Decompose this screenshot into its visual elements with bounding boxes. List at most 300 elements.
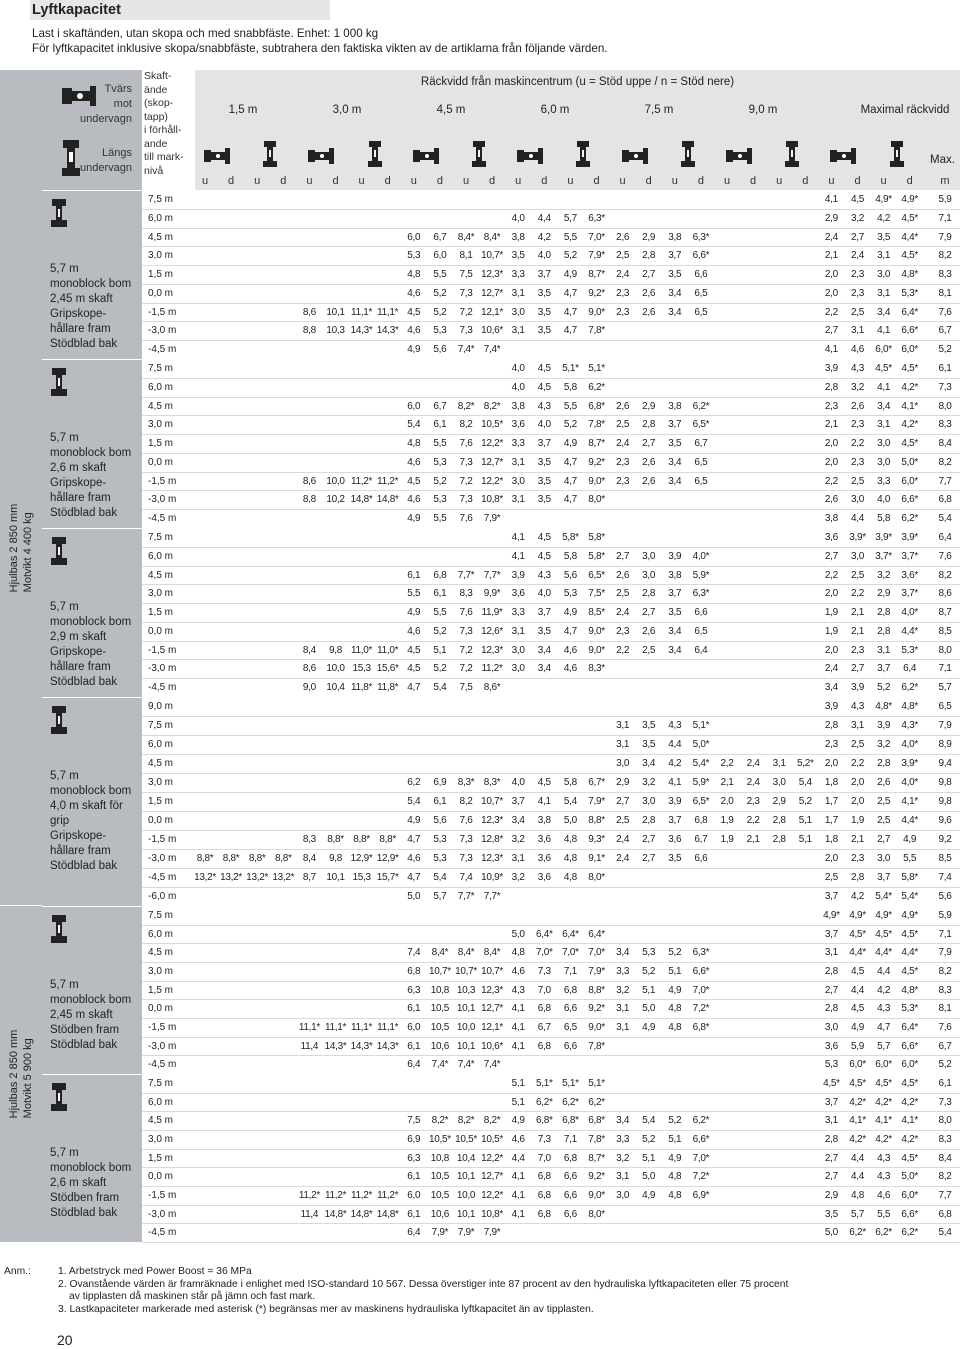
value-cell: 6,2* (692, 400, 710, 412)
value-cell: 5,4 (938, 1227, 952, 1239)
value-cell: 5,0* (901, 1171, 918, 1183)
value-cell: 4,5* (901, 1078, 918, 1089)
value-cell: 8,7* (588, 269, 605, 281)
config-line: hållare fram (50, 492, 111, 504)
value-cell: 2,9 (642, 400, 656, 412)
value-cell: 4,4 (877, 966, 891, 977)
value-cell: 6,6 (563, 1190, 577, 1201)
value-cell: 4,5* (849, 1078, 866, 1089)
value-cell: 3,6 (537, 834, 551, 845)
value-cell: 3,1 (511, 325, 525, 337)
header-shaft-end (144, 70, 192, 178)
value-cell: 5,4* (901, 891, 918, 902)
value-cell: 2,8 (642, 588, 656, 600)
value-cell: 3,7* (901, 550, 918, 562)
height-cell: 4,5 m (148, 758, 174, 769)
value-cell: 9,2 (938, 834, 952, 845)
value-cell: 4,4 (668, 739, 682, 750)
value-cell: 9,8 (938, 796, 952, 807)
value-cell: 6,2* (875, 1227, 892, 1239)
value-cell: 3,8 (824, 513, 838, 525)
value-cell: 4,1* (901, 796, 918, 807)
value-cell: 5,1* (562, 363, 579, 374)
value-cell: 4,2* (901, 381, 918, 393)
value-cell: 4,8 (563, 853, 577, 864)
value-cell: 6,0 (407, 400, 421, 412)
value-cell: 3,8 (668, 231, 682, 243)
value-cell: 4,9 (668, 1152, 682, 1164)
height-cell: -3,0 m (148, 325, 177, 337)
table-row (0, 548, 960, 567)
config-line: Stödblad bak (50, 860, 118, 872)
value-cell: 2,9 (877, 588, 891, 600)
value-cell: 8,8 (302, 494, 316, 506)
table-row (0, 266, 960, 285)
value-cell: 6,7 (694, 438, 708, 450)
value-cell: 6,3* (692, 231, 710, 243)
value-cell: 5,0 (642, 1003, 656, 1015)
value-cell: 3,0 (511, 663, 525, 675)
table-row (0, 869, 960, 888)
value-cell: 9,2* (588, 1003, 605, 1015)
height-cell: 0,0 m (148, 625, 174, 637)
value-cell: 7,2 (459, 306, 473, 318)
value-cell: 5,3 (433, 325, 447, 337)
value-cell: 5,1* (562, 1078, 579, 1089)
value-cell: 3,3 (616, 1134, 630, 1145)
value-cell: 7,3 (459, 287, 473, 299)
value-cell: 5,2 (433, 663, 447, 675)
value-cell: 8,0 (938, 1115, 952, 1127)
value-cell: 3,1 (616, 1003, 630, 1015)
value-cell: 4,8 (407, 269, 421, 281)
value-cell: 5,7 (850, 1208, 864, 1220)
value-cell: 7,0* (536, 947, 553, 959)
value-cell: 8,0 (938, 400, 952, 412)
value-cell: 5,6 (563, 569, 577, 581)
value-cell: 5,2 (798, 796, 812, 807)
section-counterweight-2: Motvikt 5 900 kg (22, 1038, 34, 1119)
value-cell: 3,5 (537, 475, 551, 487)
value-cell: 11,8* (351, 682, 373, 694)
value-cell: 5,5 (563, 231, 577, 243)
value-cell: 10,6* (481, 325, 504, 337)
value-cell: 2,7 (642, 438, 656, 450)
height-cell: 6,0 m (148, 381, 174, 393)
value-cell: 3,2 (616, 1152, 630, 1164)
table-row (0, 831, 960, 850)
value-cell: 7,9* (483, 1227, 501, 1239)
value-cell: 3,0 (877, 456, 891, 468)
value-cell: 5,5 (433, 269, 447, 281)
value-cell: 10,1 (326, 872, 345, 883)
section-wheelbase-1: Hjulbas 2 850 mm (8, 503, 20, 592)
value-cell: 10,0 (326, 663, 345, 675)
value-cell: 4,6 (563, 644, 577, 656)
value-cell: 2,7 (824, 550, 838, 562)
value-cell: 6,0 (407, 231, 421, 243)
excavator-side-icon (725, 146, 755, 166)
value-cell: 12,7* (481, 456, 504, 468)
value-cell: 3,9* (875, 532, 892, 543)
value-cell: 5,3 (433, 456, 447, 468)
config-line: Stödblad bak (50, 1039, 118, 1051)
value-cell: 4,9* (823, 910, 840, 921)
value-cell: 2,2 (720, 758, 734, 769)
value-cell: 4,4 (511, 1152, 525, 1164)
value-cell: 6,3* (692, 947, 710, 959)
table-row (0, 1150, 960, 1169)
value-cell: 8,4 (938, 438, 952, 450)
value-cell: 7,6 (459, 438, 473, 450)
value-cell: 1,9 (824, 625, 838, 637)
reach-header (195, 70, 960, 190)
value-cell: 11,1* (351, 1022, 373, 1033)
ud-label: u (462, 175, 470, 187)
value-cell: 3,9 (824, 363, 838, 374)
value-cell: 5,1 (798, 834, 812, 845)
config-line: grip (50, 815, 70, 827)
value-cell: 3,9* (901, 532, 918, 543)
value-cell: 13,2* (272, 872, 295, 883)
value-cell: 4,1* (849, 1115, 866, 1127)
value-cell: 3,7 (668, 250, 682, 262)
value-cell: 1,7 (824, 796, 838, 807)
value-cell: 2,6 (642, 625, 656, 637)
value-cell: 4,9* (875, 910, 892, 921)
value-cell: 4,1* (875, 1115, 892, 1127)
height-cell: 7,5 m (148, 532, 174, 543)
ud-label: u (723, 175, 731, 187)
value-cell: 9,2* (588, 1171, 605, 1183)
height-cell: 3,0 m (148, 777, 174, 788)
value-cell: 12,2* (481, 438, 504, 450)
excavator-front-icon (680, 140, 696, 168)
value-cell: 6,0* (901, 1190, 918, 1201)
value-cell: 4,5* (875, 1078, 892, 1089)
value-cell: 6,1 (407, 1208, 421, 1220)
value-cell: 4,5 (537, 532, 551, 543)
value-cell: 8,5 (938, 853, 952, 864)
value-cell: 2,9 (772, 796, 786, 807)
value-cell: 3,6* (901, 569, 918, 581)
value-cell: 6,0* (875, 1059, 892, 1071)
value-cell: 7,6 (459, 513, 473, 525)
height-cell: -1,5 m (148, 644, 177, 656)
value-cell: 3,3 (511, 607, 525, 619)
value-cell: 5,3 (433, 853, 447, 864)
config-line: Stödben fram (50, 1192, 120, 1204)
table-row (0, 660, 960, 679)
value-cell: 11,2* (324, 1190, 347, 1201)
value-cell: 2,2 (824, 306, 838, 318)
value-cell: 3,6 (824, 1040, 838, 1052)
value-cell: 6,3* (692, 588, 710, 600)
value-cell: 3,5 (668, 853, 682, 864)
value-cell: 6,8 (694, 815, 708, 826)
ud-label: d (280, 175, 287, 187)
value-cell: 3,2 (850, 381, 864, 393)
header-transverse-1: Tvärs (104, 83, 132, 95)
value-cell: 5,8 (563, 777, 577, 788)
excavator-side-icon (412, 146, 442, 166)
value-cell: 3,5 (537, 287, 551, 299)
height-cell: -6,0 m (148, 891, 177, 902)
ud-label: u (515, 175, 522, 187)
value-cell: 2,6 (616, 400, 630, 412)
reach-distance: 3,0 m (332, 104, 362, 116)
value-cell: 4,5* (875, 928, 892, 940)
value-cell: 5,5 (877, 1208, 891, 1220)
value-cell: 6,9 (433, 777, 447, 788)
height-cell: 4,5 m (148, 1115, 174, 1127)
value-cell: 5,5 (903, 853, 917, 864)
value-cell: 3,9 (850, 682, 864, 694)
value-cell: 5,9 (938, 194, 952, 205)
value-cell: 13,2* (246, 872, 269, 883)
value-cell: 6,7 (694, 834, 708, 845)
value-cell: 11,1* (377, 306, 399, 318)
value-cell: 4,0* (692, 550, 710, 562)
value-cell: 11,1* (324, 1022, 347, 1033)
reach-distance: 6,0 m (540, 104, 570, 116)
value-cell: 2,6 (824, 494, 838, 506)
value-cell: 2,2 (824, 475, 838, 487)
value-cell: 5,0 (563, 815, 577, 826)
value-cell: 4,0* (901, 739, 918, 750)
value-cell: 6,6* (692, 250, 710, 262)
value-cell: 2,1 (850, 625, 864, 637)
excavator-side-icon (203, 146, 233, 166)
value-cell: 3,0 (850, 550, 864, 562)
value-cell: 2,3 (850, 287, 864, 299)
value-cell: 4,6 (563, 663, 577, 675)
value-cell: 3,6 (537, 872, 551, 883)
value-cell: 6,5 (563, 1022, 577, 1033)
value-cell: 7,4* (457, 1059, 475, 1071)
height-cell: -1,5 m (148, 834, 177, 845)
value-cell: 8,0* (588, 494, 605, 506)
value-cell: 5,8* (588, 550, 605, 562)
value-cell: 3,0 (877, 853, 891, 864)
value-cell: 6,8 (938, 1208, 952, 1220)
value-cell: 6,8* (588, 400, 605, 412)
value-cell: 3,5 (642, 739, 656, 750)
value-cell: 9,8 (938, 777, 952, 788)
value-cell: 4,1* (901, 1115, 918, 1127)
value-cell: 5,9 (938, 910, 952, 921)
value-cell: 8,2* (483, 400, 501, 412)
value-cell: 4,5* (823, 1078, 840, 1089)
table-row (0, 285, 960, 304)
value-cell: 6,4 (938, 532, 952, 543)
value-cell: 2,3 (616, 475, 630, 487)
value-cell: 2,3 (616, 287, 630, 299)
value-cell: 11,1* (351, 306, 373, 318)
value-cell: 3,7* (901, 588, 918, 600)
value-cell: 6,0* (901, 475, 918, 487)
height-cell: 0,0 m (148, 1003, 174, 1015)
value-cell: 4,8* (875, 701, 892, 712)
height-cell: 1,5 m (148, 269, 174, 281)
value-cell: 10,8* (481, 494, 504, 506)
table-row (0, 229, 960, 248)
value-cell: 2,6 (616, 231, 630, 243)
value-cell: 7,4 (938, 872, 952, 883)
value-cell: 8,8* (275, 853, 292, 864)
value-cell: 2,1 (720, 777, 734, 788)
value-cell: 5,2 (642, 1134, 656, 1145)
value-cell: 5,3 (433, 834, 447, 845)
value-cell: 4,6 (511, 1134, 525, 1145)
value-cell: 2,8 (824, 1003, 838, 1015)
value-cell: 3,7* (875, 550, 892, 562)
value-cell: 4,3 (537, 569, 551, 581)
value-cell: 12,7* (481, 287, 504, 299)
value-cell: 5,9 (850, 1040, 864, 1052)
value-cell: 7,2* (692, 1171, 710, 1183)
value-cell: 11,1* (298, 1022, 320, 1033)
value-cell: 6,8 (537, 1190, 551, 1201)
intro-line-2: För lyftkapacitet inklusive skopa/snabbfäste, subtrahera den faktiska vikten av de artiklarna från följande värden. (32, 42, 608, 55)
table-row (0, 1168, 960, 1187)
value-cell: 3,0 (877, 269, 891, 281)
value-cell: 9,0* (588, 625, 605, 637)
value-cell: 4,7 (563, 456, 577, 468)
header-longitudinal (70, 146, 132, 176)
value-cell: 5,4 (798, 777, 812, 788)
value-cell: 2,6 (642, 287, 656, 299)
ud-label: d (332, 175, 339, 187)
ud-label: d (697, 175, 704, 187)
value-cell: 1,8 (824, 834, 838, 845)
header-shaft-line: ande (144, 137, 168, 150)
value-cell: 6,4 (407, 1227, 421, 1239)
value-cell: 5,3 (407, 250, 421, 262)
excavator-front-icon (889, 140, 905, 168)
value-cell: 2,3 (824, 739, 838, 750)
config-line: monoblock bom (50, 994, 132, 1006)
config-line: hållare fram (50, 323, 111, 335)
table-row (0, 1187, 960, 1206)
table-row (0, 1019, 960, 1038)
value-cell: 3,5 (668, 269, 682, 281)
value-cell: 3,6 (537, 853, 551, 864)
value-cell: 3,0 (772, 777, 786, 788)
value-cell: 8,4* (457, 947, 475, 959)
value-cell: 7,3 (459, 853, 473, 864)
value-cell: 6,2* (588, 1096, 605, 1108)
value-cell: 8,4* (431, 947, 449, 959)
value-cell: 4,1 (511, 1190, 525, 1201)
value-cell: 4,7 (407, 834, 421, 845)
value-cell: 9,0* (588, 306, 605, 318)
height-cell: 0,0 m (148, 1171, 174, 1183)
value-cell: 4,1 (537, 796, 551, 807)
value-cell: 10,5 (430, 1171, 450, 1183)
value-cell: 6,6 (563, 1003, 577, 1015)
value-cell: 2,7 (616, 796, 630, 807)
value-cell: 7,3 (459, 834, 473, 845)
ud-label: u (880, 175, 887, 187)
value-cell: 10,5* (481, 1134, 504, 1145)
value-cell: 7,8* (588, 1040, 605, 1052)
value-cell: 3,4 (668, 456, 682, 468)
value-cell: 8,3* (588, 663, 605, 675)
table-row (0, 1094, 960, 1113)
value-cell: 4,9 (563, 607, 577, 619)
height-cell: 6,0 m (148, 928, 174, 940)
value-cell: 7,8* (588, 1134, 605, 1145)
value-cell: 2,3 (746, 796, 760, 807)
value-cell: 6,4 (694, 644, 708, 656)
table-row (0, 888, 960, 907)
value-cell: 6,5 (938, 701, 952, 712)
value-cell: 6,6 (563, 1208, 577, 1220)
value-cell: 7,0* (588, 231, 605, 243)
value-cell: 6,6* (901, 1040, 918, 1052)
value-cell: 2,5 (850, 475, 864, 487)
value-cell: 5,2 (433, 287, 447, 299)
value-cell: 2,8 (850, 872, 864, 883)
value-cell: 2,3 (850, 269, 864, 281)
value-cell: 2,8 (877, 758, 891, 769)
value-cell: 10,6 (430, 1208, 450, 1220)
value-cell: 4,4 (850, 513, 864, 525)
value-cell: 4,9 (407, 815, 421, 826)
value-cell: 4,2 (850, 891, 864, 902)
value-cell: 7,0* (692, 984, 710, 996)
value-cell: 12,2* (481, 1152, 504, 1164)
value-cell: 3,1 (877, 287, 891, 299)
value-cell: 2,4 (850, 250, 864, 262)
table-row (0, 529, 960, 548)
ud-label: u (306, 175, 313, 187)
value-cell: 7,6 (938, 1022, 952, 1033)
value-cell: 8,4 (938, 1152, 952, 1164)
value-cell: 2,1 (850, 607, 864, 619)
value-cell: 3,0 (642, 796, 656, 807)
header-shaft-line: tapp) (144, 110, 168, 123)
header-transverse-2: mot (113, 98, 132, 110)
value-cell: 6,4* (588, 928, 605, 940)
value-cell: 3,9* (849, 532, 866, 543)
value-cell: 4,5* (849, 928, 866, 940)
value-cell: 10,5 (430, 1190, 450, 1201)
value-cell: 4,9 (407, 607, 421, 619)
value-cell: 3,4 (642, 758, 656, 769)
ud-label: u (619, 175, 626, 187)
value-cell: 7,4* (431, 1059, 449, 1071)
table-row (0, 304, 960, 323)
config-line: Gripskope- (50, 477, 107, 489)
intro-text (32, 26, 608, 56)
table-row (0, 1112, 960, 1131)
value-cell: 8,1 (938, 1003, 952, 1015)
value-cell: 5,4* (692, 758, 710, 769)
value-cell: 3,3 (511, 438, 525, 450)
value-cell: 3,9 (877, 720, 891, 731)
value-cell: 4,8* (901, 984, 918, 996)
value-cell: 2,5 (850, 569, 864, 581)
config-line: Gripskope- (50, 646, 107, 658)
value-cell: 5,0* (901, 456, 918, 468)
value-cell: 6,6* (901, 494, 918, 506)
value-cell: 7,6 (938, 306, 952, 318)
value-cell: 2,4 (746, 758, 760, 769)
value-cell: 2,9 (616, 777, 630, 788)
value-cell: 2,0 (824, 853, 838, 864)
